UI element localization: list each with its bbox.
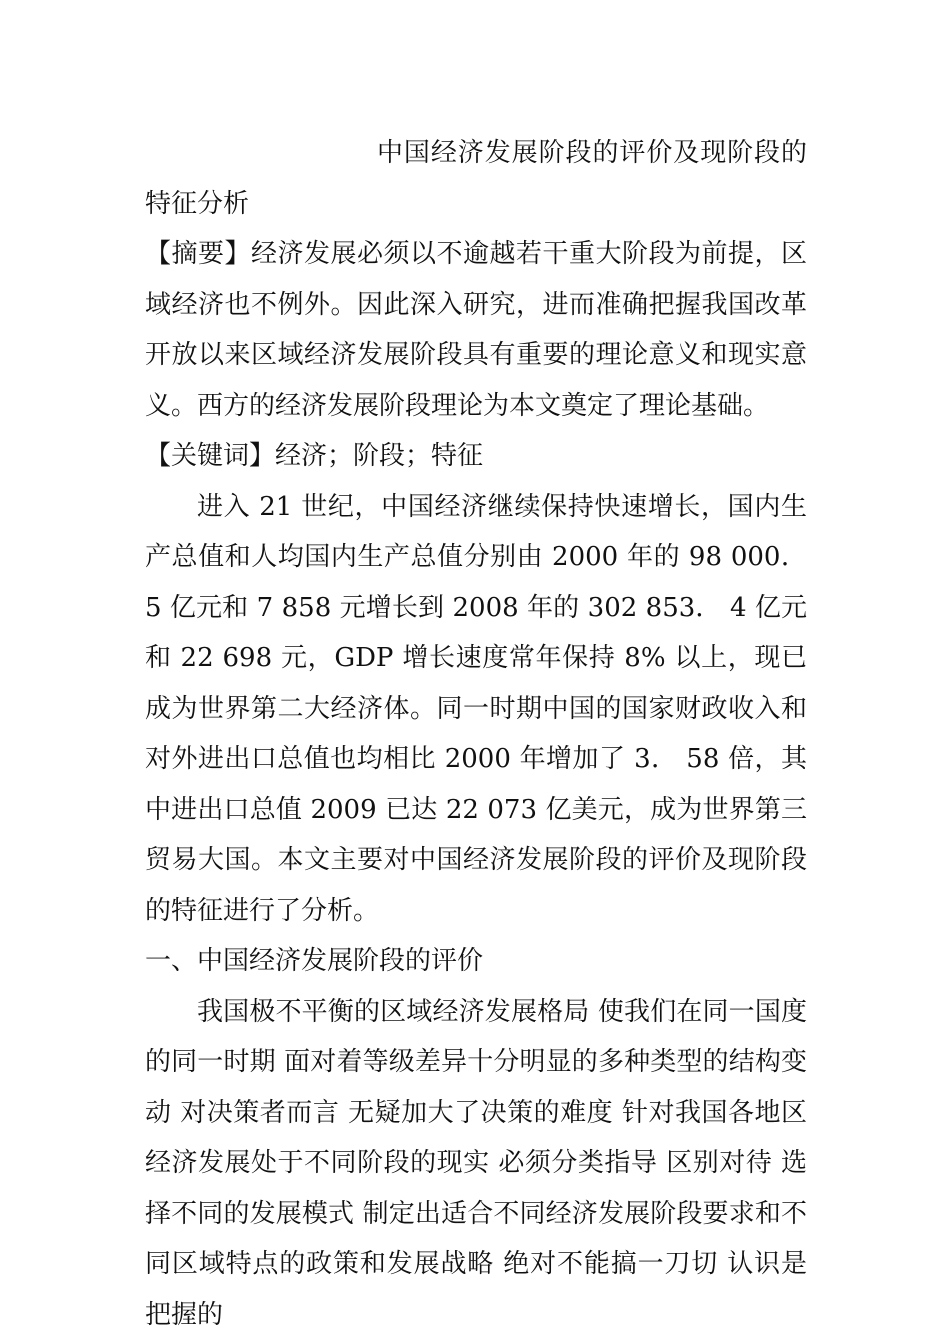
abstract-paragraph: 【摘要】经济发展必须以不逾越若干重大阶段为前提，区域经济也不例外。因此深入研究，进而准确把握我国改革开放以来区域经济发展阶段具有重要的理论意义和现实意义。西方的经济发展阶段理论为本文奠定了理论基础。 xyxy=(145,239,807,421)
section-heading: 一、中国经济发展阶段的评价 xyxy=(145,946,484,976)
section-paragraph: 我国极不平衡的区域经济发展格局 使我们在同一国度的同一时期 面对着等级差异十分明显的多种类型的结构变动 对决策者而言 无疑加大了决策的难度 针对我国各地区经济发展处于不同阶段的现实 必须分类指导 区别对待 选择不同的发展模式 制定出适合不同经济发展阶段要求和不同区域特点的政策和发展战略 绝对不能搞一刀切 认识是把握的 xyxy=(145,996,807,1330)
document-body xyxy=(145,128,807,1340)
intro-paragraph: 进入 21 世纪，中国经济继续保持快速增长，国内生产总值和人均国内生产总值分别由 2000 年的 98 000．5 亿元和 7 858 元增长到 2008 年的 302 853． 4 亿元和 22 698 元，GDP 增长速度常年保持 8% 以上，现已成为世界第二大经济体。同一时期中国的国家财政收入和对外进出口总值也均相比 2000 年增加了 3． 58 倍，其中进出口总值 2009 已达 22 073 亿美元，成为世界第三贸易大国。本文主要对中国经济发展阶段的评价及现阶段的特征进行了分析。 xyxy=(145,491,807,926)
keywords-line: 【关键词】经济；阶段；特征 xyxy=(145,441,484,471)
document-title: 中国经济发展阶段的评价及现阶段的特征分析 xyxy=(145,138,807,219)
